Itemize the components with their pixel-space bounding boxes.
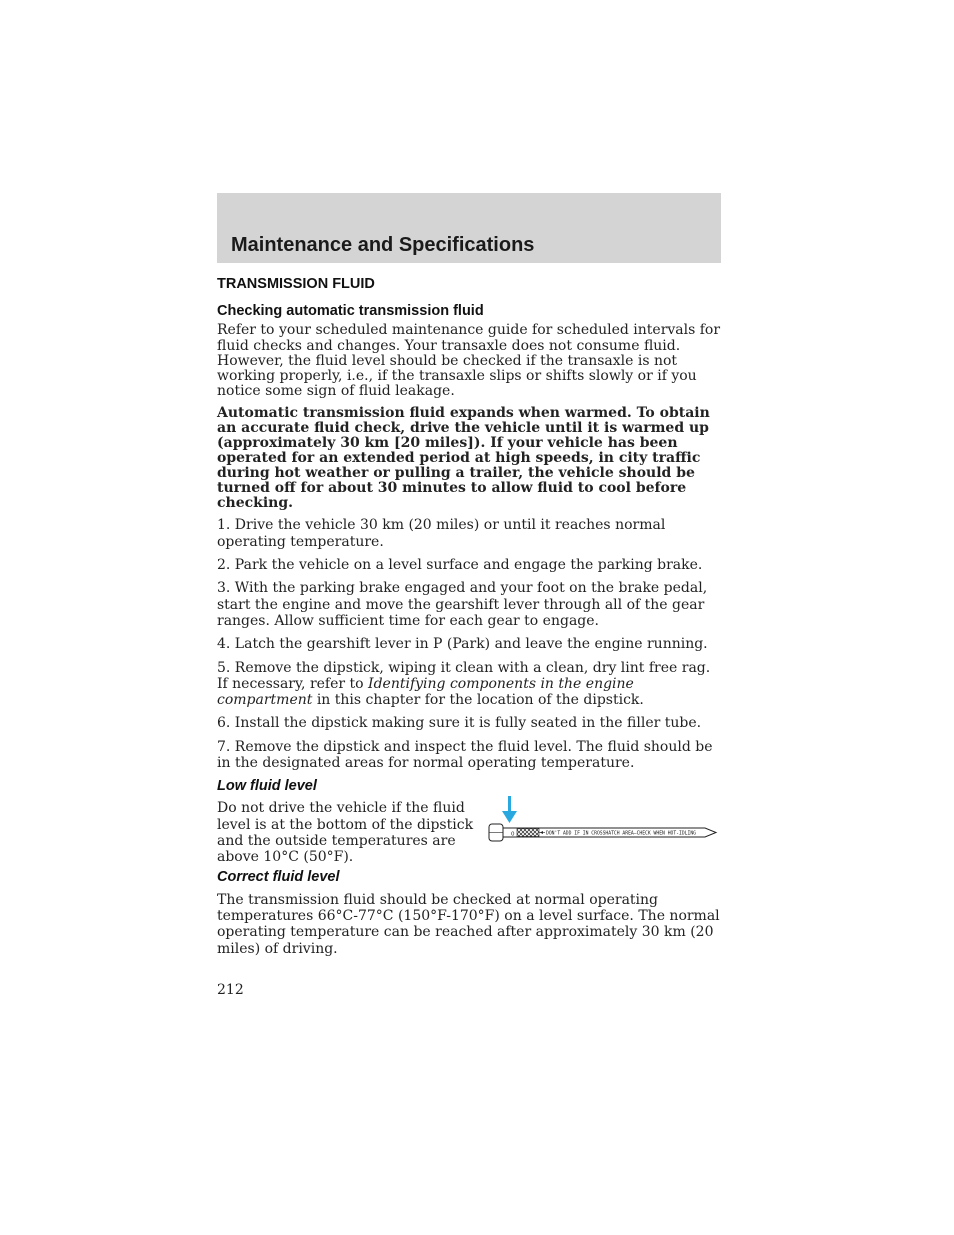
- step-5-text-end: in this chapter for the location of the dipstick.: [312, 692, 644, 709]
- level-arrow-icon: [502, 796, 517, 823]
- step-3: 3. With the parking brake engaged and your foot on the brake pedal, start the engine and move the gearshift lever through all of the gear ranges. Allow sufficient time for each gear to engage.: [217, 580, 708, 629]
- step-5-text: 5. Remove the dipstick, wiping it clean with a clean, dry lint free rag. If necessary, refer to: [217, 659, 711, 692]
- step-5: [217, 660, 723, 709]
- step-6: 6. Install the dipstick making sure it is fully seated in the filler tube.: [217, 715, 702, 732]
- low-fluid-heading: Low fluid level: [217, 778, 317, 795]
- step-1: 1. Drive the vehicle 30 km (20 miles) or until it reaches normal operating temperature.: [217, 517, 666, 550]
- correct-fluid-text: The transmission fluid should be checked at normal operating temperatures 66°C-77°C (150°F-170°F) on a level surface. The normal operating temperature can be reached after approximately 30 km (20 miles) of driving.: [217, 891, 720, 957]
- header-band: [217, 193, 721, 263]
- step-4: 4. Latch the gearshift lever in P (Park) and leave the engine running.: [217, 636, 708, 653]
- step-7: 7. Remove the dipstick and inspect the fluid level. The fluid should be in the designated areas for normal operating temperature.: [217, 738, 713, 771]
- low-fluid-text: Do not drive the vehicle if the fluid level is at the bottom of the dipstick and the outside temperatures are above 10°C (50°F).: [217, 800, 474, 866]
- intro-paragraph: Refer to your scheduled maintenance guide for scheduled intervals for fluid checks and changes. Your transaxle does not consume fluid. However, the fluid level should be checked if the transaxle is not working properly, i.e., if the transaxle slips or shifts slowly or if you notice some sign of fluid leakage.: [217, 322, 721, 400]
- page-content: [217, 277, 723, 964]
- crosshatch-area: [517, 829, 539, 837]
- subsection-heading: Checking automatic transmission fluid: [217, 303, 484, 320]
- cross-reference: Identifying components in the engine compartment: [217, 675, 634, 709]
- page-number: 212: [217, 982, 244, 998]
- correct-fluid-heading: Correct fluid level: [217, 869, 340, 886]
- low-fluid-block: [217, 800, 723, 866]
- dipstick-illustration: [485, 794, 721, 846]
- dipstick-zero-mark: 0: [511, 831, 515, 838]
- warning-paragraph: Automatic transmission fluid expands when warmed. To obtain an accurate fluid check, drive the vehicle until it is warmed up (approximately 30 km [20 miles]). If your vehicle has been operated for an extended period at high speeds, in city traffic during hot weather or pulling a trailer, the vehicle should be turned off for about 30 minutes to allow fluid to cool before checking.: [217, 405, 710, 512]
- step-2: 2. Park the vehicle on a level surface and engage the parking brake.: [217, 557, 703, 574]
- dipstick-label: DON'T ADD IF IN CROSSHATCH AREA–CHECK WHEN HOT-IDLING: [546, 830, 696, 837]
- page-title: Maintenance and Specifications: [231, 234, 535, 256]
- section-heading: TRANSMISSION FLUID: [217, 276, 375, 292]
